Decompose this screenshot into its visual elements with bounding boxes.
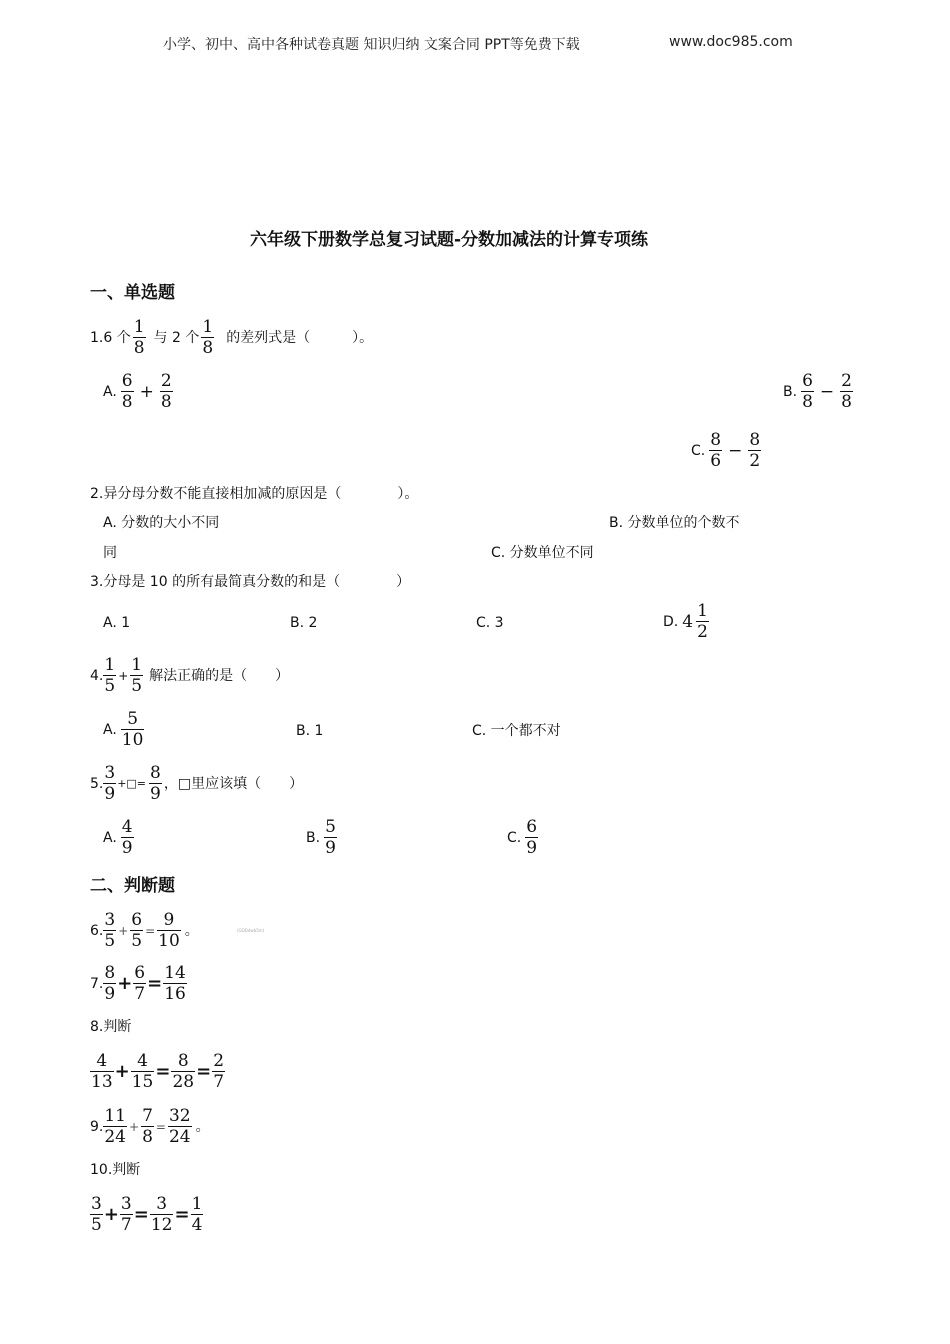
math-operator: = — [155, 1060, 171, 1082]
fraction — [840, 371, 853, 412]
fraction — [121, 709, 145, 750]
fraction — [149, 763, 162, 804]
fraction — [324, 817, 337, 858]
fraction-denominator: 8 — [160, 392, 172, 412]
fraction-denominator: 12 — [150, 1215, 173, 1235]
inline-text: 7. — [90, 975, 104, 992]
fraction-numerator: 9 — [163, 910, 175, 930]
fraction — [525, 817, 538, 858]
page-title: 六年级下册数学总复习试题-分数加减法的计算专项练 — [250, 230, 649, 250]
q5-option-a[interactable] — [103, 817, 136, 858]
inline-text: B. — [783, 383, 798, 400]
question-8-equation — [90, 1051, 225, 1092]
fraction-denominator: 24 — [104, 1127, 126, 1147]
q3-option-c[interactable]: C. 3 — [476, 615, 504, 631]
fraction-numerator: 6 — [131, 910, 143, 930]
section-heading-true-false: 二、判断题 — [90, 876, 175, 896]
inline-text: 解法正确的是（ ） — [149, 667, 290, 684]
fraction-denominator: 8 — [802, 392, 813, 412]
fraction-numerator: 8 — [150, 763, 161, 783]
fraction-denominator: 15 — [131, 1072, 154, 1092]
fraction — [121, 817, 134, 858]
fraction-denominator: 5 — [91, 1215, 102, 1235]
question-10-equation — [90, 1194, 203, 1235]
fraction-numerator: 1 — [131, 655, 143, 675]
fraction-numerator: 5 — [127, 709, 139, 729]
q1-option-b[interactable] — [783, 371, 855, 412]
fraction — [121, 371, 134, 412]
fraction-denominator: 7 — [120, 1215, 132, 1235]
fraction-numerator: 3 — [104, 910, 116, 930]
fraction — [130, 655, 143, 696]
fraction-numerator: 6 — [121, 371, 133, 391]
fraction — [103, 910, 116, 951]
q1-prefix: 1.6 个 — [90, 329, 131, 346]
fraction-numerator: 8 — [177, 1051, 189, 1071]
math-operator: − — [728, 440, 743, 461]
question-2: 2.异分母分数不能直接相加减的原因是（ ）。 — [90, 486, 419, 502]
fraction-denominator: 9 — [104, 784, 116, 804]
inline-text: 4. — [90, 667, 104, 684]
fraction-numerator: 4 — [121, 817, 133, 837]
q1-fraction-1 — [133, 317, 146, 358]
fraction-denominator: 8 — [142, 1127, 153, 1147]
q5-option-b[interactable] — [306, 817, 339, 858]
fraction-denominator: 7 — [134, 984, 146, 1004]
inline-text: ，□里应该填（ ） — [163, 775, 304, 792]
fraction-numerator: 7 — [142, 1106, 153, 1126]
fraction — [748, 430, 761, 471]
q2-option-c[interactable]: C. 分数单位不同 — [491, 545, 594, 561]
fraction-numerator: 2 — [213, 1051, 225, 1071]
fraction — [90, 1194, 103, 1235]
fraction-numerator: 8 — [710, 430, 722, 450]
fraction — [103, 963, 116, 1004]
fraction-numerator: 1 — [104, 655, 116, 675]
math-operator: = — [155, 1119, 166, 1134]
header-promo-text: 小学、初中、高中各种试卷真题 知识归纳 文案合同 PPT等免费下载 — [163, 37, 580, 53]
question-3: 3.分母是 10 的所有最简真分数的和是（ ） — [90, 574, 411, 590]
math-operator: = — [145, 923, 156, 938]
fraction-denominator: 9 — [526, 838, 538, 858]
fraction-denominator: 5 — [131, 931, 143, 951]
fraction-numerator: 8 — [749, 430, 761, 450]
fraction — [103, 655, 116, 696]
fraction — [168, 1106, 192, 1147]
fraction-denominator: 8 — [121, 392, 133, 412]
header-site-link[interactable]: www.doc985.com — [669, 34, 793, 50]
q2-option-b[interactable]: B. 分数单位的个数不 — [609, 515, 740, 531]
fraction — [157, 910, 181, 951]
math-operator: − — [819, 381, 835, 402]
fraction — [131, 1051, 155, 1092]
fraction-numerator: 14 — [164, 963, 186, 983]
section-heading-single-choice: 一、单选题 — [90, 283, 175, 303]
inline-text: A. — [103, 383, 117, 400]
fraction-denominator: 9 — [325, 838, 336, 858]
fraction-numerator: 3 — [156, 1194, 168, 1214]
fraction — [103, 1106, 127, 1147]
fraction-denominator: 2 — [697, 622, 708, 642]
inline-text: B. — [306, 829, 321, 846]
inline-text: A. — [103, 721, 117, 738]
q3-option-d[interactable] — [663, 601, 711, 642]
fraction-numerator: 1 — [191, 1194, 203, 1214]
q4-option-a[interactable] — [103, 709, 146, 750]
fraction — [130, 910, 143, 951]
fraction-numerator: 1 — [133, 317, 145, 337]
question-4 — [90, 655, 289, 696]
math-operator: = — [174, 1203, 190, 1225]
fraction — [191, 1194, 204, 1235]
q1-fraction-2 — [201, 317, 214, 358]
q1-suffix: 的差列式是（ ）。 — [226, 329, 374, 346]
fraction-denominator: 9 — [150, 784, 161, 804]
fraction-denominator: 24 — [168, 1127, 191, 1147]
q4-option-c[interactable]: C. 一个都不对 — [472, 723, 561, 739]
fraction — [150, 1194, 174, 1235]
q3-option-b[interactable]: B. 2 — [290, 615, 318, 631]
fraction — [160, 371, 173, 412]
fraction-denominator: 8 — [202, 338, 214, 358]
inline-text: C. — [691, 442, 706, 459]
fraction — [801, 371, 814, 412]
inline-text: 。 — [184, 922, 199, 939]
inline-text: 。 — [195, 1118, 210, 1135]
fraction-denominator: 6 — [710, 451, 722, 471]
inline-text: D. — [663, 613, 679, 630]
fraction-numerator: 32 — [168, 1106, 191, 1126]
q1-option-c[interactable] — [691, 430, 763, 471]
math-operator: + — [129, 1119, 140, 1134]
fraction-numerator: 2 — [841, 371, 852, 391]
fraction — [212, 1051, 225, 1092]
q2-option-b-continued[interactable]: 同 — [103, 545, 117, 561]
fraction-denominator: 4 — [191, 1215, 203, 1235]
q1-option-a[interactable] — [103, 371, 175, 412]
math-operator: = — [133, 1203, 149, 1225]
fraction-numerator: 3 — [120, 1194, 132, 1214]
question-7 — [90, 963, 187, 1004]
fraction-numerator: 1 — [697, 601, 708, 621]
question-9 — [90, 1106, 210, 1147]
fraction-numerator: 8 — [104, 963, 116, 983]
fraction-denominator: 8 — [133, 338, 145, 358]
fraction-denominator: 2 — [749, 451, 761, 471]
fraction — [709, 430, 722, 471]
fraction-numerator: 6 — [134, 963, 146, 983]
inline-text: 9. — [90, 1118, 104, 1135]
fraction-numerator: 6 — [526, 817, 538, 837]
fraction-denominator: 9 — [104, 984, 116, 1004]
q4-option-b[interactable]: B. 1 — [296, 723, 324, 739]
q5-option-c[interactable] — [507, 817, 540, 858]
math-operator: + — [118, 668, 129, 683]
fraction-numerator: 4 — [96, 1051, 108, 1071]
math-operator: + — [103, 1203, 119, 1225]
fraction — [163, 963, 187, 1004]
inline-text: 6. — [90, 922, 104, 939]
q2-option-a[interactable]: A. 分数的大小不同 — [103, 515, 220, 531]
mixed-number-integer: 4 — [682, 611, 694, 632]
fraction-denominator: 7 — [213, 1072, 225, 1092]
fraction-denominator: 9 — [121, 838, 133, 858]
math-operator: + — [118, 923, 129, 938]
fraction-numerator: 11 — [104, 1106, 126, 1126]
fraction-numerator: 1 — [202, 317, 214, 337]
question-1 — [90, 317, 373, 358]
inline-text: +□= — [117, 776, 147, 790]
fraction-denominator: 16 — [164, 984, 186, 1004]
fraction-numerator: 2 — [160, 371, 172, 391]
q1-mid: 与 2 个 — [153, 329, 200, 346]
fraction — [133, 963, 146, 1004]
fraction — [171, 1051, 195, 1092]
fraction — [120, 1194, 133, 1235]
fraction-denominator: 8 — [841, 392, 852, 412]
fraction-denominator: 13 — [91, 1072, 113, 1092]
fraction — [103, 763, 116, 804]
inline-text: 5. — [90, 775, 104, 792]
fraction-denominator: 28 — [172, 1072, 195, 1092]
math-operator: + — [114, 1060, 130, 1082]
math-operator: + — [117, 972, 133, 994]
q3-option-a[interactable]: A. 1 — [103, 615, 131, 631]
inline-text: C. — [507, 829, 522, 846]
fraction-numerator: 4 — [137, 1051, 148, 1071]
question-6 — [90, 910, 199, 951]
fraction-numerator: 6 — [802, 371, 813, 391]
fraction — [90, 1051, 114, 1092]
fraction — [141, 1106, 154, 1147]
fraction-denominator: 5 — [131, 676, 143, 696]
fraction-denominator: 10 — [158, 931, 180, 951]
fraction-denominator: 5 — [104, 676, 116, 696]
fraction-denominator: 10 — [121, 730, 144, 750]
fraction-denominator: 5 — [104, 931, 116, 951]
q6-watermark: (GQDdwb5m) — [237, 928, 265, 933]
math-operator: = — [147, 972, 163, 994]
fraction-numerator: 3 — [104, 763, 116, 783]
fraction-numerator: 5 — [325, 817, 336, 837]
fraction-numerator: 3 — [91, 1194, 102, 1214]
question-5 — [90, 763, 303, 804]
inline-text: A. — [103, 829, 117, 846]
question-10-label: 10.判断 — [90, 1162, 141, 1178]
math-operator: + — [139, 381, 154, 402]
fraction — [696, 601, 709, 642]
question-8-label: 8.判断 — [90, 1019, 132, 1035]
math-operator: = — [196, 1060, 212, 1082]
